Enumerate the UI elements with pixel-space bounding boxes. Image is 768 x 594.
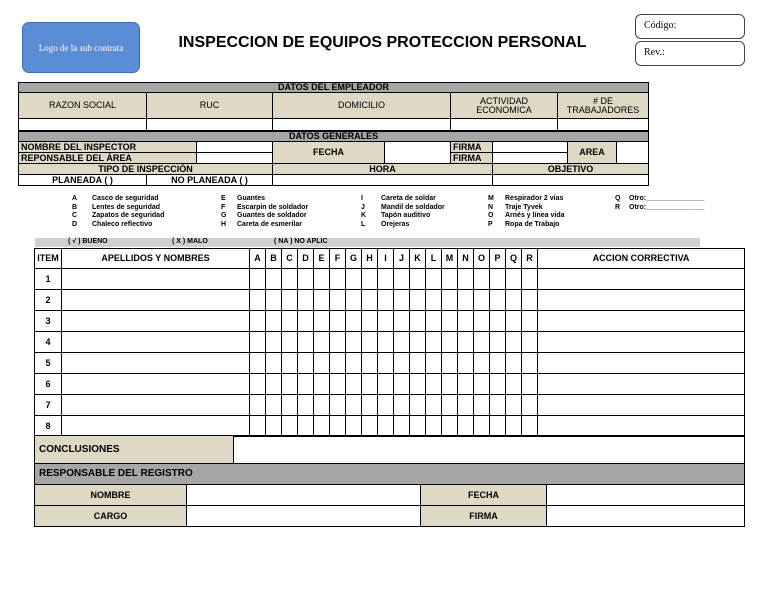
letter-header: A xyxy=(250,249,266,269)
check-cell[interactable] xyxy=(410,269,426,290)
check-cell[interactable] xyxy=(426,269,442,290)
page-title: INSPECCION DE EQUIPOS PROTECCION PERSONAL xyxy=(178,34,587,51)
check-cell[interactable] xyxy=(426,332,442,353)
check-cell[interactable] xyxy=(282,311,298,332)
check-cell[interactable] xyxy=(378,395,394,416)
fecha-footer-input[interactable] xyxy=(547,485,745,506)
check-cell[interactable] xyxy=(490,416,506,437)
check-cell[interactable] xyxy=(490,332,506,353)
accion-correctiva-cell[interactable] xyxy=(538,374,745,395)
item-number: 5 xyxy=(35,353,62,374)
check-cell[interactable] xyxy=(410,374,426,395)
tipo-inspeccion-label: TIPO DE INSPECCIÓN xyxy=(19,164,273,175)
check-cell[interactable] xyxy=(330,374,346,395)
check-cell[interactable] xyxy=(298,416,314,437)
check-cell[interactable] xyxy=(282,353,298,374)
worker-name-cell[interactable] xyxy=(62,353,250,374)
legend-col-2 xyxy=(221,195,308,229)
worker-name-cell[interactable] xyxy=(62,311,250,332)
legend-item: K Tapón auditivo xyxy=(361,212,431,219)
check-cell[interactable] xyxy=(394,332,410,353)
worker-name-cell[interactable] xyxy=(62,395,250,416)
check-cell[interactable] xyxy=(474,269,490,290)
marks-bar xyxy=(35,238,700,247)
table-row xyxy=(35,395,745,416)
item-number: 6 xyxy=(35,374,62,395)
responsable-area-label: REPONSABLE DEL ÁREA xyxy=(19,153,197,164)
check-cell[interactable] xyxy=(458,269,474,290)
check-cell[interactable] xyxy=(442,395,458,416)
item-header: ITEM xyxy=(35,249,62,269)
letter-header: F xyxy=(330,249,346,269)
check-cell[interactable] xyxy=(522,395,538,416)
mark-bueno: ( √ ) BUENO xyxy=(68,238,108,245)
check-cell[interactable] xyxy=(394,311,410,332)
check-cell[interactable] xyxy=(490,269,506,290)
actividad-label xyxy=(451,93,558,119)
accion-correctiva-cell[interactable] xyxy=(538,311,745,332)
check-cell[interactable] xyxy=(506,290,522,311)
table-row xyxy=(35,353,745,374)
check-cell[interactable] xyxy=(490,395,506,416)
check-cell[interactable] xyxy=(314,416,330,437)
check-cell[interactable] xyxy=(314,374,330,395)
check-cell[interactable] xyxy=(298,311,314,332)
objetivo-input[interactable] xyxy=(493,175,649,186)
hora-input[interactable] xyxy=(273,175,493,186)
worker-name-cell[interactable] xyxy=(62,332,250,353)
item-number: 3 xyxy=(35,311,62,332)
accion-correctiva-cell[interactable] xyxy=(538,332,745,353)
objetivo-label: OBJETIVO xyxy=(493,164,649,175)
check-cell[interactable] xyxy=(410,416,426,437)
check-cell[interactable] xyxy=(314,290,330,311)
check-cell[interactable] xyxy=(426,353,442,374)
firma-footer-label: FIRMA xyxy=(421,506,547,527)
trabajadores-label xyxy=(558,93,649,119)
check-cell[interactable] xyxy=(362,395,378,416)
fecha-footer-label: FECHA xyxy=(421,485,547,506)
general-table xyxy=(18,131,649,186)
letter-header: I xyxy=(378,249,394,269)
legend-item: B Lentes de seguridad xyxy=(72,203,161,211)
razon-social-label: RAZON SOCIAL xyxy=(19,93,147,119)
conclusions-table xyxy=(34,435,745,485)
check-cell[interactable] xyxy=(282,395,298,416)
check-cell[interactable] xyxy=(522,416,538,437)
check-cell[interactable] xyxy=(266,332,282,353)
responsable-registro-header: RESPONSABLE DEL REGISTRO xyxy=(35,464,745,485)
accion-correctiva-cell[interactable] xyxy=(538,395,745,416)
firma-label-2: FIRMA xyxy=(451,153,493,164)
check-cell[interactable] xyxy=(330,269,346,290)
check-cell[interactable] xyxy=(474,353,490,374)
letter-header: H xyxy=(362,249,378,269)
domicilio-label: DOMICILIO xyxy=(273,93,451,119)
trabajadores-input[interactable] xyxy=(558,119,649,131)
check-cell[interactable] xyxy=(314,311,330,332)
check-cell[interactable] xyxy=(330,395,346,416)
legend-item: E Guantes xyxy=(221,195,266,202)
check-cell[interactable] xyxy=(282,374,298,395)
nombre-inspector-label: NOMBRE DEL INSPECTOR xyxy=(19,142,197,153)
legend-item: H Careta de esmerilar xyxy=(221,220,302,228)
check-cell[interactable] xyxy=(330,311,346,332)
item-number: 7 xyxy=(35,395,62,416)
check-cell[interactable] xyxy=(266,374,282,395)
check-cell[interactable] xyxy=(458,290,474,311)
legend-item: R Otro:_______________ xyxy=(615,203,705,211)
worker-name-cell[interactable] xyxy=(62,416,250,437)
check-cell[interactable] xyxy=(394,416,410,437)
letter-header: R xyxy=(522,249,538,269)
check-cell[interactable] xyxy=(458,416,474,437)
no-planeada-option[interactable]: NO PLANEADA ( ) xyxy=(147,175,273,186)
check-cell[interactable] xyxy=(474,311,490,332)
letter-header: P xyxy=(490,249,506,269)
check-cell[interactable] xyxy=(474,374,490,395)
legend-item: L Orejeras xyxy=(361,220,410,228)
codigo-field[interactable] xyxy=(635,14,745,39)
check-cell[interactable] xyxy=(298,269,314,290)
check-cell[interactable] xyxy=(442,290,458,311)
table-row xyxy=(35,374,745,395)
check-cell[interactable] xyxy=(282,332,298,353)
check-cell[interactable] xyxy=(458,332,474,353)
check-cell[interactable] xyxy=(266,395,282,416)
check-cell[interactable] xyxy=(474,332,490,353)
check-cell[interactable] xyxy=(362,416,378,437)
legend-item: O Arnés y línea vida xyxy=(488,212,565,219)
check-cell[interactable] xyxy=(378,290,394,311)
check-cell[interactable] xyxy=(330,290,346,311)
table-row xyxy=(35,416,745,437)
check-cell[interactable] xyxy=(346,353,362,374)
accion-correctiva-cell[interactable] xyxy=(538,290,745,311)
firma-input-1[interactable] xyxy=(493,142,568,153)
check-cell[interactable] xyxy=(442,332,458,353)
mark-na: ( NA ) NO APLIC xyxy=(274,238,328,245)
accion-correctiva-cell[interactable] xyxy=(538,269,745,290)
item-number: 8 xyxy=(35,416,62,437)
actividad-line-2: ECONOMICA xyxy=(476,104,532,115)
check-cell[interactable] xyxy=(410,332,426,353)
nombre-label: NOMBRE xyxy=(35,485,187,506)
check-cell[interactable] xyxy=(394,374,410,395)
letter-header: O xyxy=(474,249,490,269)
legend-item: I Careta de soldar xyxy=(361,195,436,202)
trabajadores-line-2: TRABAJADORES xyxy=(566,104,640,115)
check-cell[interactable] xyxy=(522,311,538,332)
check-cell[interactable] xyxy=(426,416,442,437)
check-cell[interactable] xyxy=(362,269,378,290)
check-cell[interactable] xyxy=(410,395,426,416)
inspection-header-row xyxy=(35,249,745,269)
check-cell[interactable] xyxy=(250,353,266,374)
check-cell[interactable] xyxy=(266,269,282,290)
rev-field[interactable] xyxy=(635,41,745,66)
employer-table xyxy=(18,82,649,131)
check-cell[interactable] xyxy=(282,290,298,311)
check-cell[interactable] xyxy=(282,269,298,290)
actividad-input[interactable] xyxy=(451,119,558,131)
apellidos-header: APELLIDOS Y NOMBRES xyxy=(62,249,250,269)
check-cell[interactable] xyxy=(250,374,266,395)
ruc-input[interactable] xyxy=(147,119,273,131)
check-cell[interactable] xyxy=(458,374,474,395)
inspection-table xyxy=(34,248,745,437)
legend-item: C Zapatos de seguridad xyxy=(72,212,165,219)
check-cell[interactable] xyxy=(378,332,394,353)
area-input[interactable] xyxy=(617,142,649,164)
firma-input-2[interactable] xyxy=(493,153,568,164)
responsable-area-input[interactable] xyxy=(197,153,273,164)
actividad-line-1: ACTIVIDAD xyxy=(479,95,528,106)
check-cell[interactable] xyxy=(442,374,458,395)
firma-label-1: FIRMA xyxy=(451,142,493,153)
check-cell[interactable] xyxy=(474,416,490,437)
item-number: 1 xyxy=(35,269,62,290)
check-cell[interactable] xyxy=(394,353,410,374)
check-cell[interactable] xyxy=(362,332,378,353)
employer-header: DATOS DEL EMPLEADOR xyxy=(19,83,649,93)
check-cell[interactable] xyxy=(458,311,474,332)
codigo-label: Código: xyxy=(644,20,677,31)
table-row xyxy=(35,269,745,290)
check-cell[interactable] xyxy=(442,416,458,437)
cargo-label: CARGO xyxy=(35,506,187,527)
planeada-option[interactable]: PLANEADA ( ) xyxy=(19,175,147,186)
check-cell[interactable] xyxy=(490,353,506,374)
nombre-input[interactable] xyxy=(187,485,421,506)
check-cell[interactable] xyxy=(346,395,362,416)
check-cell[interactable] xyxy=(314,353,330,374)
legend-col-3 xyxy=(361,195,445,229)
letter-header: K xyxy=(410,249,426,269)
area-label: AREA xyxy=(568,142,617,164)
check-cell[interactable] xyxy=(378,311,394,332)
check-cell[interactable] xyxy=(458,395,474,416)
accion-header: ACCION CORRECTIVA xyxy=(538,249,745,269)
check-cell[interactable] xyxy=(346,332,362,353)
check-cell[interactable] xyxy=(298,395,314,416)
check-cell[interactable] xyxy=(506,353,522,374)
legend-item: J Mandil de soldador xyxy=(361,203,445,211)
check-cell[interactable] xyxy=(266,416,282,437)
letter-header: N xyxy=(458,249,474,269)
check-cell[interactable] xyxy=(394,290,410,311)
letter-header: L xyxy=(426,249,442,269)
worker-name-cell[interactable] xyxy=(62,374,250,395)
check-cell[interactable] xyxy=(298,332,314,353)
check-cell[interactable] xyxy=(410,353,426,374)
trabajadores-line-1: # DE xyxy=(593,95,614,106)
legend-item: G Guantes de soldador xyxy=(221,212,307,219)
table-row xyxy=(35,332,745,353)
check-cell[interactable] xyxy=(410,290,426,311)
mark-malo: ( X ) MALO xyxy=(172,238,208,245)
conclusiones-input[interactable] xyxy=(234,436,745,464)
check-cell[interactable] xyxy=(314,395,330,416)
check-cell[interactable] xyxy=(506,311,522,332)
accion-correctiva-cell[interactable] xyxy=(538,353,745,374)
check-cell[interactable] xyxy=(426,290,442,311)
check-cell[interactable] xyxy=(426,374,442,395)
check-cell[interactable] xyxy=(378,374,394,395)
worker-name-cell[interactable] xyxy=(62,269,250,290)
legend-item: P Ropa de Trabajo xyxy=(488,220,560,228)
check-cell[interactable] xyxy=(298,374,314,395)
check-cell[interactable] xyxy=(490,311,506,332)
domicilio-input[interactable] xyxy=(273,119,451,131)
check-cell[interactable] xyxy=(394,395,410,416)
check-cell[interactable] xyxy=(298,353,314,374)
check-cell[interactable] xyxy=(458,353,474,374)
check-cell[interactable] xyxy=(506,269,522,290)
legend-col-5 xyxy=(615,195,705,212)
letter-header: J xyxy=(394,249,410,269)
check-cell[interactable] xyxy=(266,311,282,332)
table-row xyxy=(35,311,745,332)
check-cell[interactable] xyxy=(346,374,362,395)
check-cell[interactable] xyxy=(506,395,522,416)
item-number: 4 xyxy=(35,332,62,353)
check-cell[interactable] xyxy=(314,332,330,353)
check-cell[interactable] xyxy=(346,290,362,311)
check-cell[interactable] xyxy=(522,290,538,311)
check-cell[interactable] xyxy=(362,290,378,311)
fecha-input[interactable] xyxy=(385,142,451,164)
table-row xyxy=(35,290,745,311)
check-cell[interactable] xyxy=(362,353,378,374)
subcontractor-logo xyxy=(22,22,140,73)
letter-header: Q xyxy=(506,249,522,269)
ruc-label: RUC xyxy=(147,93,273,119)
legend-col-1 xyxy=(72,195,164,229)
legend-item: N Traje Tyvek xyxy=(488,203,543,211)
check-cell[interactable] xyxy=(298,290,314,311)
check-cell[interactable] xyxy=(522,332,538,353)
logo-text: Logo de la sub contrata xyxy=(38,42,124,53)
check-cell[interactable] xyxy=(266,353,282,374)
check-cell[interactable] xyxy=(378,416,394,437)
check-cell[interactable] xyxy=(506,374,522,395)
nombre-inspector-input[interactable] xyxy=(197,142,273,153)
check-cell[interactable] xyxy=(474,290,490,311)
check-cell[interactable] xyxy=(250,395,266,416)
signature-table xyxy=(34,484,745,527)
check-cell[interactable] xyxy=(426,395,442,416)
check-cell[interactable] xyxy=(282,416,298,437)
check-cell[interactable] xyxy=(474,395,490,416)
check-cell[interactable] xyxy=(346,416,362,437)
firma-footer-input[interactable] xyxy=(547,506,745,527)
check-cell[interactable] xyxy=(266,290,282,311)
check-cell[interactable] xyxy=(250,332,266,353)
check-cell[interactable] xyxy=(314,269,330,290)
conclusiones-label: CONCLUSIONES xyxy=(35,436,234,464)
cargo-input[interactable] xyxy=(187,506,421,527)
check-cell[interactable] xyxy=(330,353,346,374)
letter-header: D xyxy=(298,249,314,269)
rev-label: Rev.: xyxy=(644,47,665,58)
check-cell[interactable] xyxy=(346,311,362,332)
item-number: 2 xyxy=(35,290,62,311)
check-cell[interactable] xyxy=(362,311,378,332)
check-cell[interactable] xyxy=(250,290,266,311)
check-cell[interactable] xyxy=(442,269,458,290)
legend-item: D Chaleco reflectivo xyxy=(72,220,153,228)
check-cell[interactable] xyxy=(378,269,394,290)
hora-label: HORA xyxy=(273,164,493,175)
legend-item: F Escarpin de soldador xyxy=(221,203,309,211)
check-cell[interactable] xyxy=(506,332,522,353)
check-cell[interactable] xyxy=(250,416,266,437)
check-cell[interactable] xyxy=(410,311,426,332)
legend-item: A Casco de seguridad xyxy=(72,195,159,202)
letter-header: C xyxy=(282,249,298,269)
check-cell[interactable] xyxy=(362,374,378,395)
check-cell[interactable] xyxy=(250,311,266,332)
check-cell[interactable] xyxy=(394,269,410,290)
check-cell[interactable] xyxy=(442,311,458,332)
letter-header: G xyxy=(346,249,362,269)
check-cell[interactable] xyxy=(378,353,394,374)
check-cell[interactable] xyxy=(442,353,458,374)
check-cell[interactable] xyxy=(522,353,538,374)
check-cell[interactable] xyxy=(250,269,266,290)
worker-name-cell[interactable] xyxy=(62,290,250,311)
letter-header: E xyxy=(314,249,330,269)
check-cell[interactable] xyxy=(490,290,506,311)
check-cell[interactable] xyxy=(506,416,522,437)
accion-correctiva-cell[interactable] xyxy=(538,416,745,437)
razon-social-input[interactable] xyxy=(19,119,147,131)
check-cell[interactable] xyxy=(330,332,346,353)
check-cell[interactable] xyxy=(426,311,442,332)
check-cell[interactable] xyxy=(522,269,538,290)
general-header: DATOS GENERALES xyxy=(19,132,649,142)
check-cell[interactable] xyxy=(490,374,506,395)
legend-col-4 xyxy=(488,195,565,229)
legend-item: Q Otro:_______________ xyxy=(615,195,705,202)
check-cell[interactable] xyxy=(330,416,346,437)
fecha-label: FECHA xyxy=(273,142,385,164)
legend-item: M Respirador 2 vías xyxy=(488,195,564,202)
letter-header: M xyxy=(442,249,458,269)
check-cell[interactable] xyxy=(346,269,362,290)
check-cell[interactable] xyxy=(522,374,538,395)
letter-header: B xyxy=(266,249,282,269)
